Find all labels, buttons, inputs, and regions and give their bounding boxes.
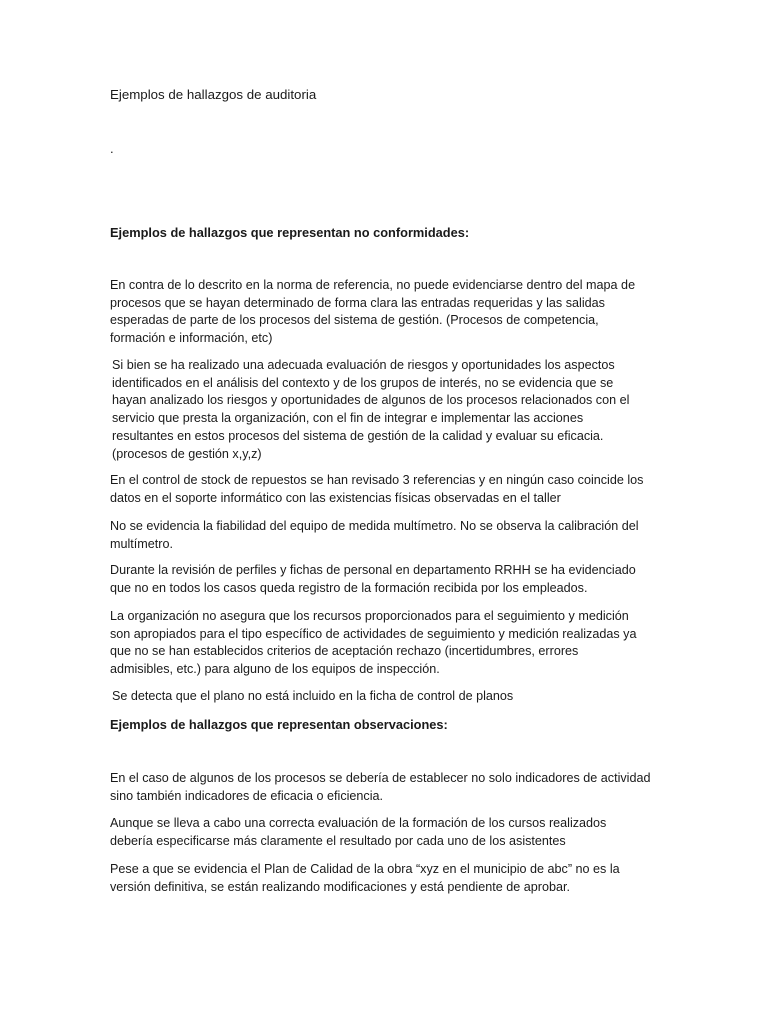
paragraph-line: procesos que se hayan determinado de forma clara las entradas requeridas y las salidas	[110, 295, 605, 310]
section-heading-nonconformities: Ejemplos de hallazgos que representan no conformidades:	[110, 225, 470, 240]
paragraph-line: En el caso de algunos de los procesos se debería de establecer no solo indicadores de actividad	[110, 771, 651, 785]
paragraph	[110, 472, 670, 507]
paragraph	[110, 277, 670, 348]
paragraph-line: versión definitiva, se están realizando modificaciones y está pendiente de aprobar.	[110, 879, 570, 894]
paragraph-line: que no en todos los casos queda registro de la formación recibida por los empleados.	[110, 580, 588, 595]
document-title: Ejemplos de hallazgos de auditoria	[110, 87, 317, 102]
paragraph-line: Se detecta que el plano no está incluido en la ficha de control de planos	[112, 689, 514, 703]
paragraph-line: Durante la revisión de perfiles y fichas de personal en departamento RRHH se ha evidenciado	[110, 563, 636, 577]
paragraph-line: hayan analizado los riesgos y oportunidades de algunos de los procesos relacionados con el	[112, 393, 630, 408]
paragraph-line: Pese a que se evidencia el Plan de Calidad de la obra “xyz en el municipio de abc” no es la	[110, 862, 620, 876]
paragraph	[110, 562, 670, 597]
paragraph-line: (procesos de gestión x,y,z)	[112, 446, 262, 461]
paragraph	[112, 357, 672, 463]
paragraph-line: debería especificarse más claramente el resultado por cada uno de los asistentes	[110, 833, 566, 848]
paragraph-line: esperadas de parte de los procesos del sistema de gestión. (Procesos de competencia,	[110, 313, 599, 328]
paragraph	[110, 770, 670, 805]
paragraph-line: servicio que presta la organización, con el fin de integrar e implementar las acciones	[112, 411, 584, 426]
paragraph-line: Si bien se ha realizado una adecuada evaluación de riesgos y oportunidades los aspectos	[112, 358, 615, 372]
paragraph-line: que no se han establecidos criterios de aceptación rechazo (incertidumbres, errores	[110, 644, 579, 659]
paragraph-line: No se evidencia la fiabilidad del equipo de medida multímetro. No se observa la calibración del	[110, 519, 639, 533]
paragraph-line: multímetro.	[110, 536, 173, 551]
paragraph-line: resultantes en estos procesos del sistema de gestión de la calidad y evaluar su eficacia.	[112, 428, 604, 443]
paragraph	[110, 518, 670, 553]
paragraph-line: son apropiados para el tipo específico de actividades de seguimiento y medición realizadas ya	[110, 626, 637, 641]
paragraph-line: En el control de stock de repuestos se han revisado 3 referencias y en ningún caso coincide los	[110, 473, 644, 487]
separator-dot: .	[110, 141, 114, 156]
paragraph-line: La organización no asegura que los recursos proporcionados para el seguimiento y medición	[110, 609, 629, 623]
paragraph-line: En contra de lo descrito en la norma de referencia, no puede evidenciarse dentro del mapa de	[110, 278, 636, 292]
paragraph	[110, 815, 670, 850]
section-heading-observations: Ejemplos de hallazgos que representan observaciones:	[110, 717, 448, 732]
paragraph-line: identificados en el análisis del contexto y de los grupos de interés, no se evidencia que se	[112, 375, 614, 390]
paragraph	[112, 688, 672, 706]
paragraph	[110, 608, 670, 679]
paragraph-line: sino también indicadores de eficacia o eficiencia.	[110, 788, 384, 803]
paragraph-line: admisibles, etc.) para alguno de los equipos de inspección.	[110, 662, 440, 677]
paragraph-line: datos en el soporte informático con las existencias físicas observadas en el taller	[110, 490, 561, 505]
paragraph-line: Aunque se lleva a cabo una correcta evaluación de la formación de los cursos realizados	[110, 816, 607, 830]
paragraph-line: formación e información, etc)	[110, 331, 273, 346]
paragraph	[110, 861, 670, 896]
